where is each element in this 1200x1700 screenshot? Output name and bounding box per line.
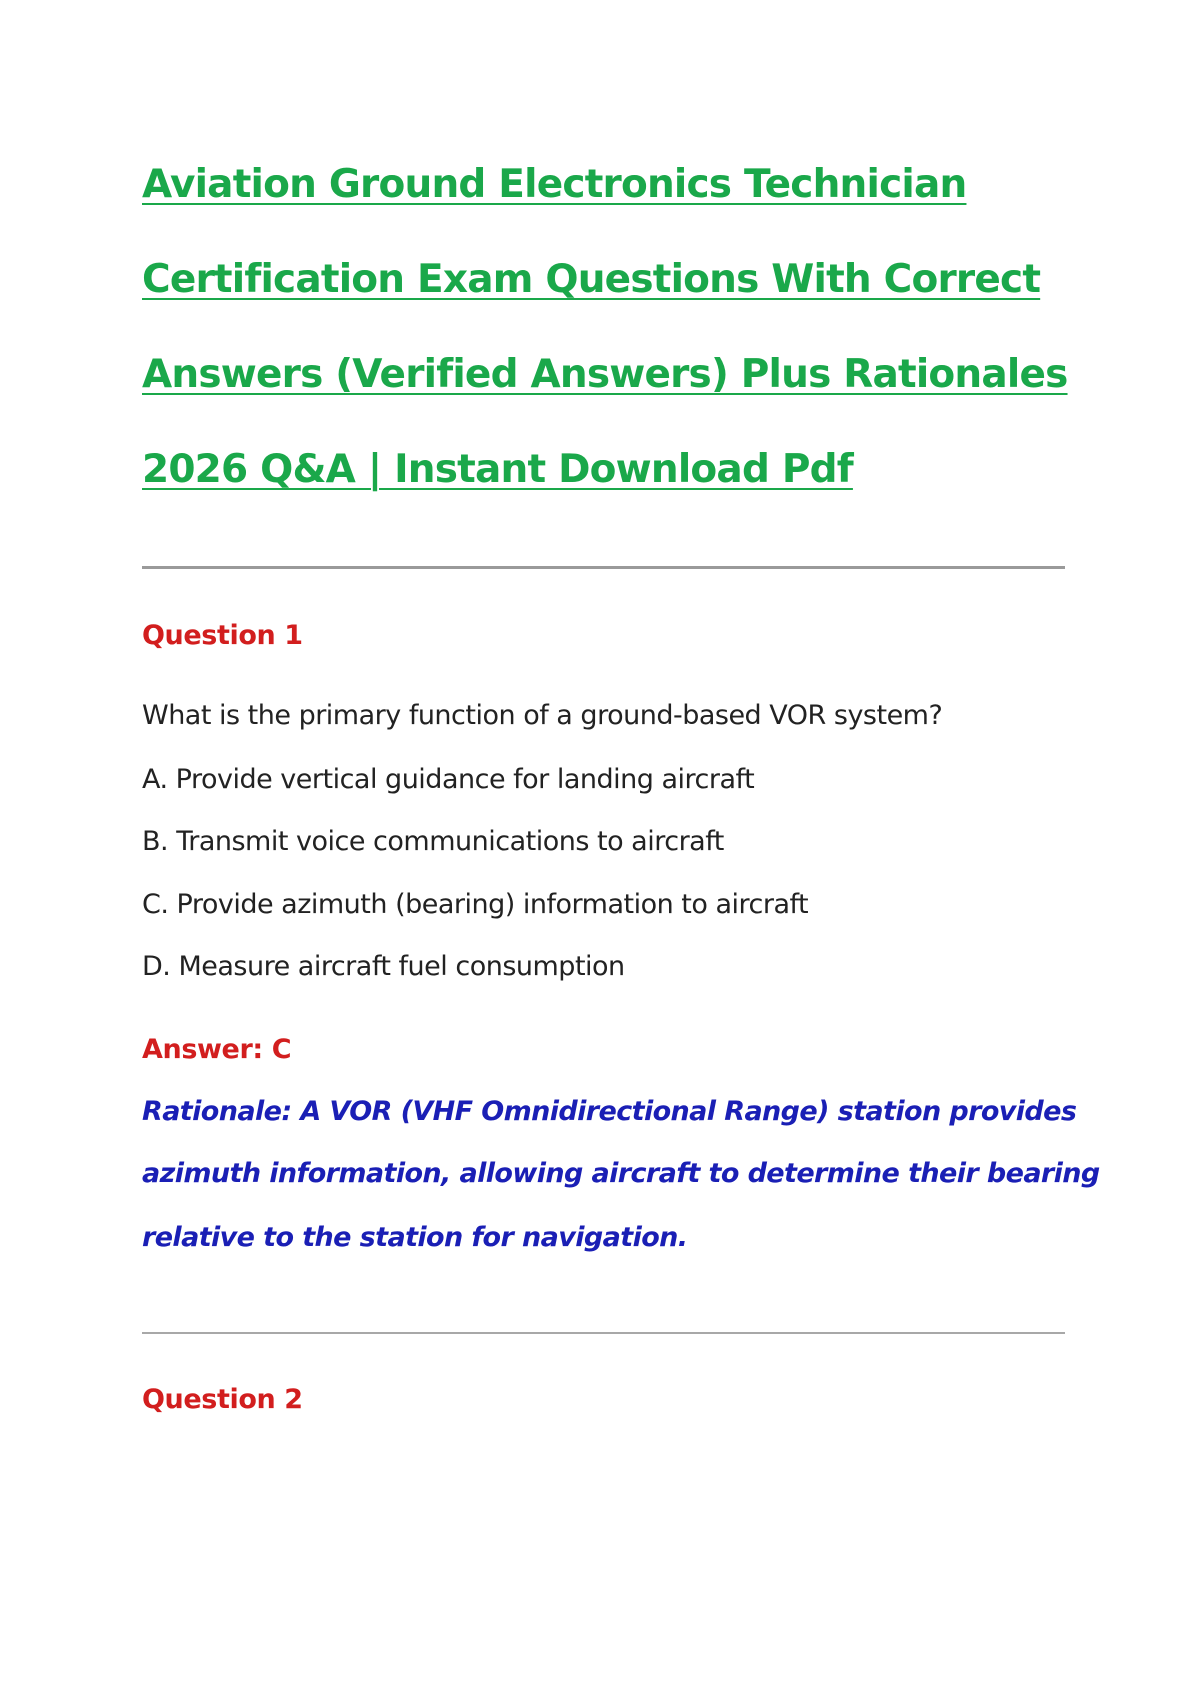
document-title-line-4[interactable]: 2026 Q&A | Instant Download Pdf [142, 447, 853, 492]
rationale-line-3: relative to the station for navigation. [142, 1222, 688, 1253]
section-divider [142, 566, 1065, 569]
document-title-line-3[interactable]: Answers (Verified Answers) Plus Rationales [142, 352, 1068, 397]
document-title-line-2[interactable]: Certification Exam Questions With Correct [142, 257, 1041, 302]
rationale-line-1: Rationale: A VOR (VHF Omnidirectional Range) station provides [142, 1096, 1077, 1127]
question-text: What is the primary function of a ground-based VOR system? [142, 700, 943, 731]
question-heading: Question 2 [142, 1384, 303, 1415]
answer-option-c: C. Provide azimuth (bearing) information to aircraft [142, 889, 809, 920]
rationale-line-2: azimuth information, allowing aircraft to determine their bearing [142, 1158, 1100, 1189]
section-divider [142, 1332, 1065, 1334]
document-title-line-1[interactable]: Aviation Ground Electronics Technician [142, 162, 967, 207]
answer-option-a: A. Provide vertical guidance for landing aircraft [142, 764, 755, 795]
question-heading: Question 1 [142, 620, 303, 651]
correct-answer: Answer: C [142, 1034, 292, 1065]
answer-option-d: D. Measure aircraft fuel consumption [142, 951, 625, 982]
answer-option-b: B. Transmit voice communications to aircraft [142, 826, 724, 857]
